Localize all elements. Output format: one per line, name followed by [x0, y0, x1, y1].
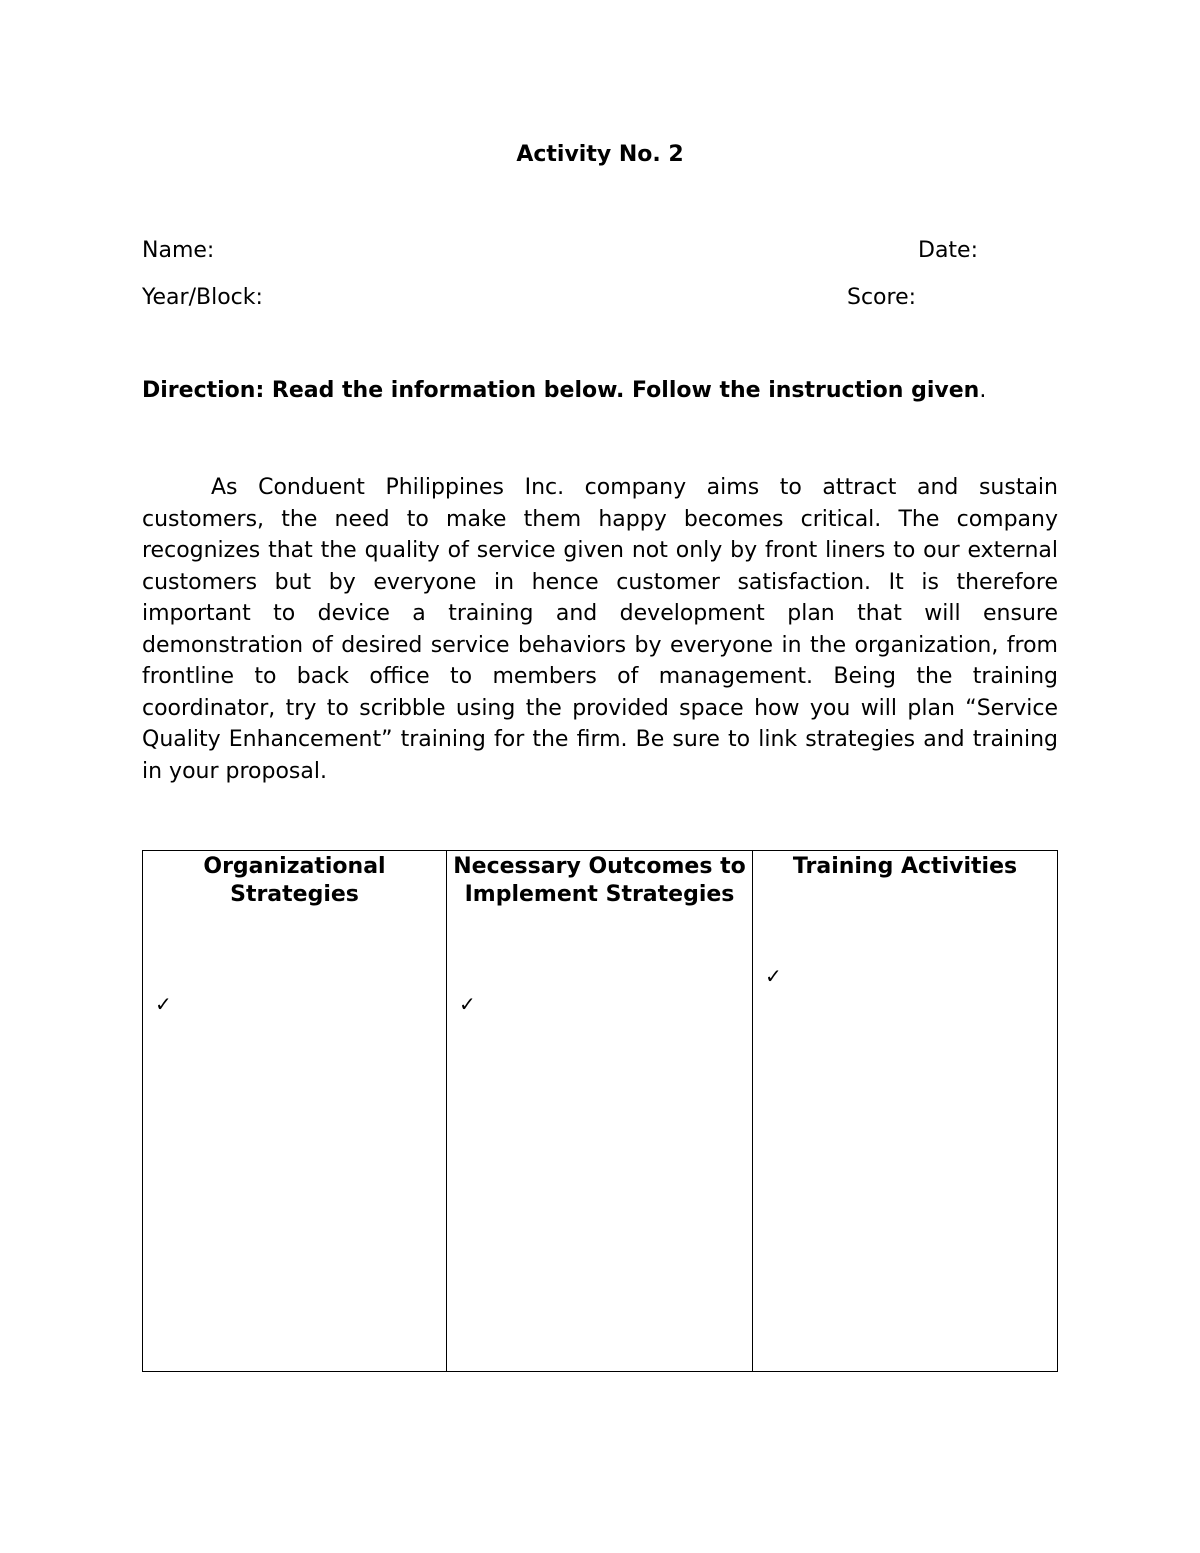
- column-organizational-strategies[interactable]: [143, 851, 447, 1371]
- direction-instruction: [142, 378, 986, 404]
- page-title: Activity No. 2: [516, 142, 684, 167]
- column-header: Training Activities: [792, 854, 1018, 879]
- planning-table: [142, 850, 1058, 1372]
- checkmark-icon: ✓: [155, 992, 172, 1016]
- checkmark-icon: ✓: [459, 992, 476, 1016]
- year-block-label: Year/Block:: [142, 285, 263, 310]
- direction-bold-text: Direction: Read the information below. Follow the instruction given: [142, 378, 980, 403]
- direction-trailing-period: .: [979, 378, 987, 403]
- score-label: Score:: [847, 285, 917, 310]
- scenario-paragraph: As Conduent Philippines Inc. company aims to attract and sustain customers, the need to make them happy becomes critical. The company recognizes that the quality of service given not only by front liners to our external customers but by everyone in hence customer satisfaction. It is therefore important to device a training and development plan that will ensure demonstration of desired service behaviors by everyone in the organization, from frontline to back office to members of management. Being the training coordinator, try to scribble using the provided space how you will plan “Service Quality Enhancement” training for the firm. Be sure to link strategies and training in your proposal.: [142, 475, 1058, 784]
- column-necessary-outcomes[interactable]: [447, 851, 753, 1371]
- column-training-activities[interactable]: [753, 851, 1057, 1371]
- name-label: Name:: [142, 238, 215, 263]
- column-header: Organizational Strategies: [203, 854, 386, 907]
- date-label: Date:: [918, 238, 978, 263]
- checkmark-icon: ✓: [765, 964, 782, 988]
- column-header: Necessary Outcomes to Implement Strategies: [453, 854, 746, 907]
